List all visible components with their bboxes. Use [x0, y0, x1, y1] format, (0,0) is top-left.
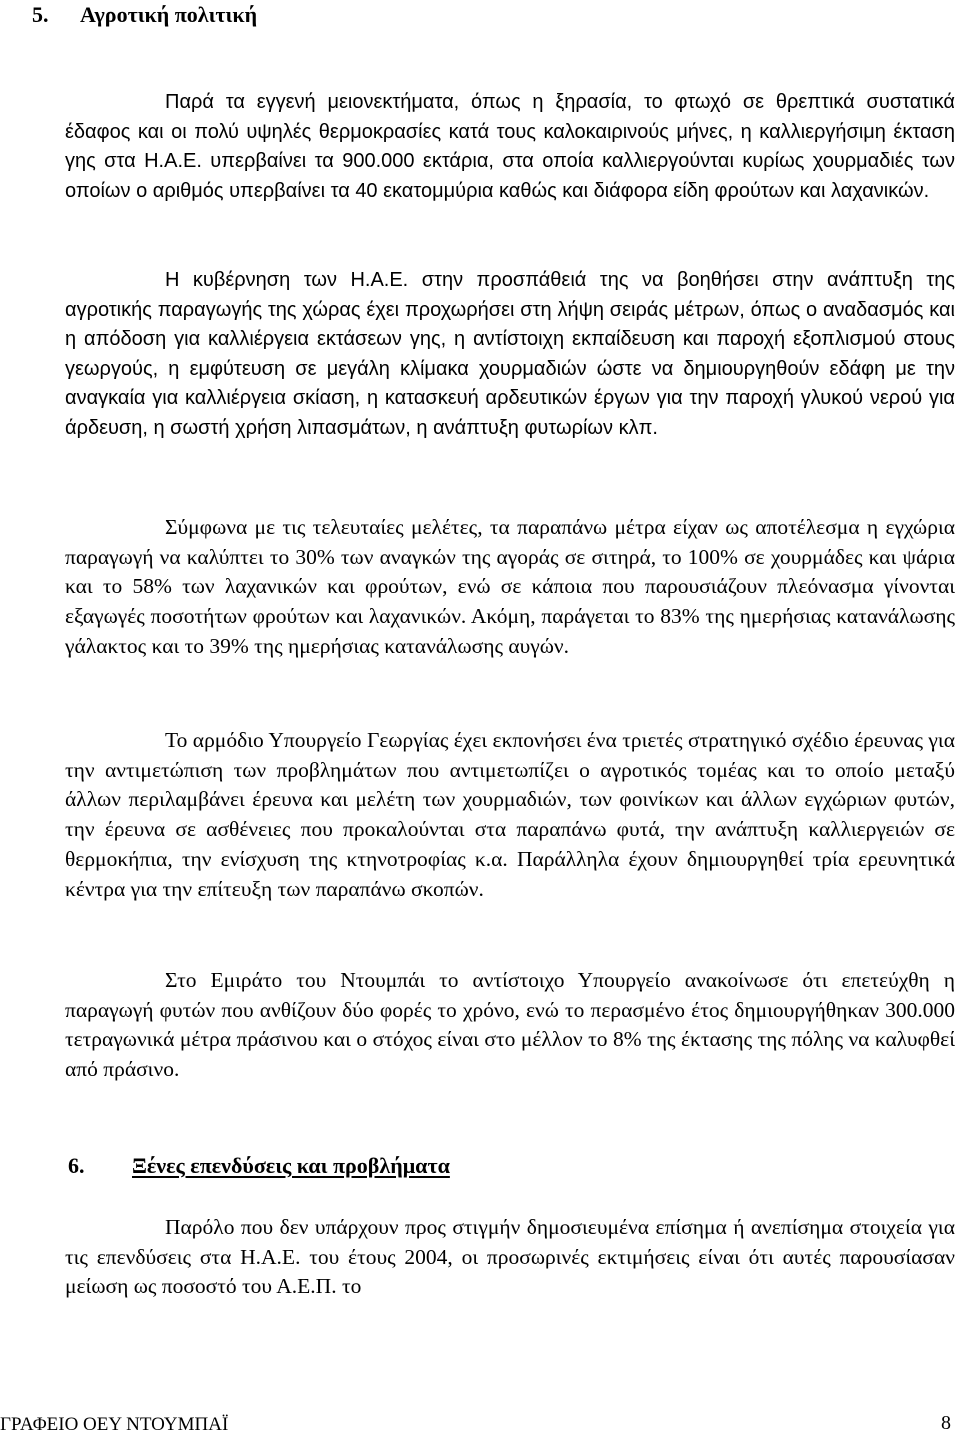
section-5-heading	[32, 2, 257, 28]
paragraph: Η κυβέρνηση των Η.Α.Ε. στην προσπάθειά της να βοηθήσει στην ανάπτυξη της αγροτικής παραγωγής της χώρας έχει προχωρήσει στη λήψη σειράς μέτρων, όπως ο αναδασμός και η απόδοση για καλλιέργεια εκτάσεων γης, η αντίστοιχη εκπαίδευση και παροχή εξοπλισμού στους γεωργούς, η εμφύτευση σε μεγάλη κλίμακα χουρμαδιών ώστε να δημιουργηθούν εδάφη με την αναγκαία για καλλιέργεια σκίαση, η κατασκευή αρδευτικών έργων για την παροχή γλυκού νερού για άρδευση, η σωστή χρήση λιπασμάτων, η ανάπτυξη φυτωρίων κλπ.	[65, 269, 955, 439]
paragraph: Παρόλο που δεν υπάρχουν προς στιγμήν δημοσιευμένα επίσημα ή ανεπίσημα στοιχεία για τις επενδύσεις στα Η.Α.Ε. του έτους 2004, οι προσωρινές εκτιμήσεις είναι ότι αυτές παρουσίασαν μείωση ως ποσοστό του Α.Ε.Π. το	[65, 1215, 955, 1299]
paragraph: Σύμφωνα με τις τελευταίες μελέτες, τα παραπάνω μέτρα είχαν ως αποτέλεσμα η εγχώρια παραγωγή να καλύπτει το 30% των αναγκών της αγοράς σε σιτηρά, το 100% σε χουρμάδες και ψάρια και το 58% των λαχανικών και φρούτων, ενώ σε κάποια που παρουσιάζουν πλεόνασμα γίνονται εξαγωγές ποσοτήτων φρούτων και λαχανικών. Ακόμη, παράγεται το 83% της ημερήσιας κατανάλωσης γάλακτος και το 39% της ημερήσιας κατανάλωσης αυγών.	[65, 515, 955, 658]
section-number: 5.	[32, 2, 49, 27]
section-number: 6.	[68, 1153, 85, 1178]
paragraph: Παρά τα εγγενή μειονεκτήματα, όπως η ξηρασία, το φτωχό σε θρεπτικά συστατικά έδαφος και οι πολύ υψηλές θερμοκρασίες κατά τους καλοκαιρινούς μήνες, η καλλιεργήσιμη έκταση γης στα Η.Α.Ε. υπερβαίνει τα 900.000 εκτάρια, στα οποία καλλιεργούνται κυρίως χουρμαδιές των οποίων ο αριθμός υπερβαίνει τα 40 εκατομμύρια καθώς και διάφορα είδη φρούτων και λαχανικών.	[65, 91, 955, 202]
paragraph: Το αρμόδιο Υπουργείο Γεωργίας έχει εκπονήσει ένα τριετές στρατηγικό σχέδιο έρευνας για την αντιμετώπιση των προβλημάτων που αντιμετωπίζει ο αγροτικός τομέας και το οποίο μεταξύ άλλων περιλαμβάνει έρευνα και μελέτη των χουρμαδιών, των φοινίκων και άλλων εγχώριων φυτών, την έρευνα σε ασθένειες που προκαλούνται στα παραπάνω φυτά, την ανάπτυξη καλλιεργειών σε θερμοκήπια, την ενίσχυση της κτηνοτροφίας κ.α. Παράλληλα έχουν δημιουργηθεί τρία ερευνητικά κέντρα για την επίτευξη των παραπάνω σκοπών.	[65, 728, 955, 901]
section-title: Αγροτική πολιτική	[80, 2, 258, 27]
page-number: 8	[941, 1412, 951, 1434]
paragraph: Στο Εμιράτο του Ντουμπάι το αντίστοιχο Υπουργείο ανακοίνωσε ότι επετεύχθη η παραγωγή φυτών που ανθίζουν δύο φορές το χρόνο, ενώ το περασμένο έτος δημιουργήθηκαν 300.000 τετραγωνικά μέτρα πράσινου και ο στόχος είναι στο μέλλον το 8% της έκτασης της πόλης να καλυφθεί από πράσινο.	[65, 968, 955, 1082]
section-6-heading	[32, 1153, 450, 1179]
section-title: Ξένες επενδύσεις και προβλήματα	[132, 1153, 450, 1178]
footer-office-name: ΓΡΑΦΕΙΟ ΟΕΥ ΝΤΟΥΜΠΑΪ	[0, 1414, 229, 1435]
